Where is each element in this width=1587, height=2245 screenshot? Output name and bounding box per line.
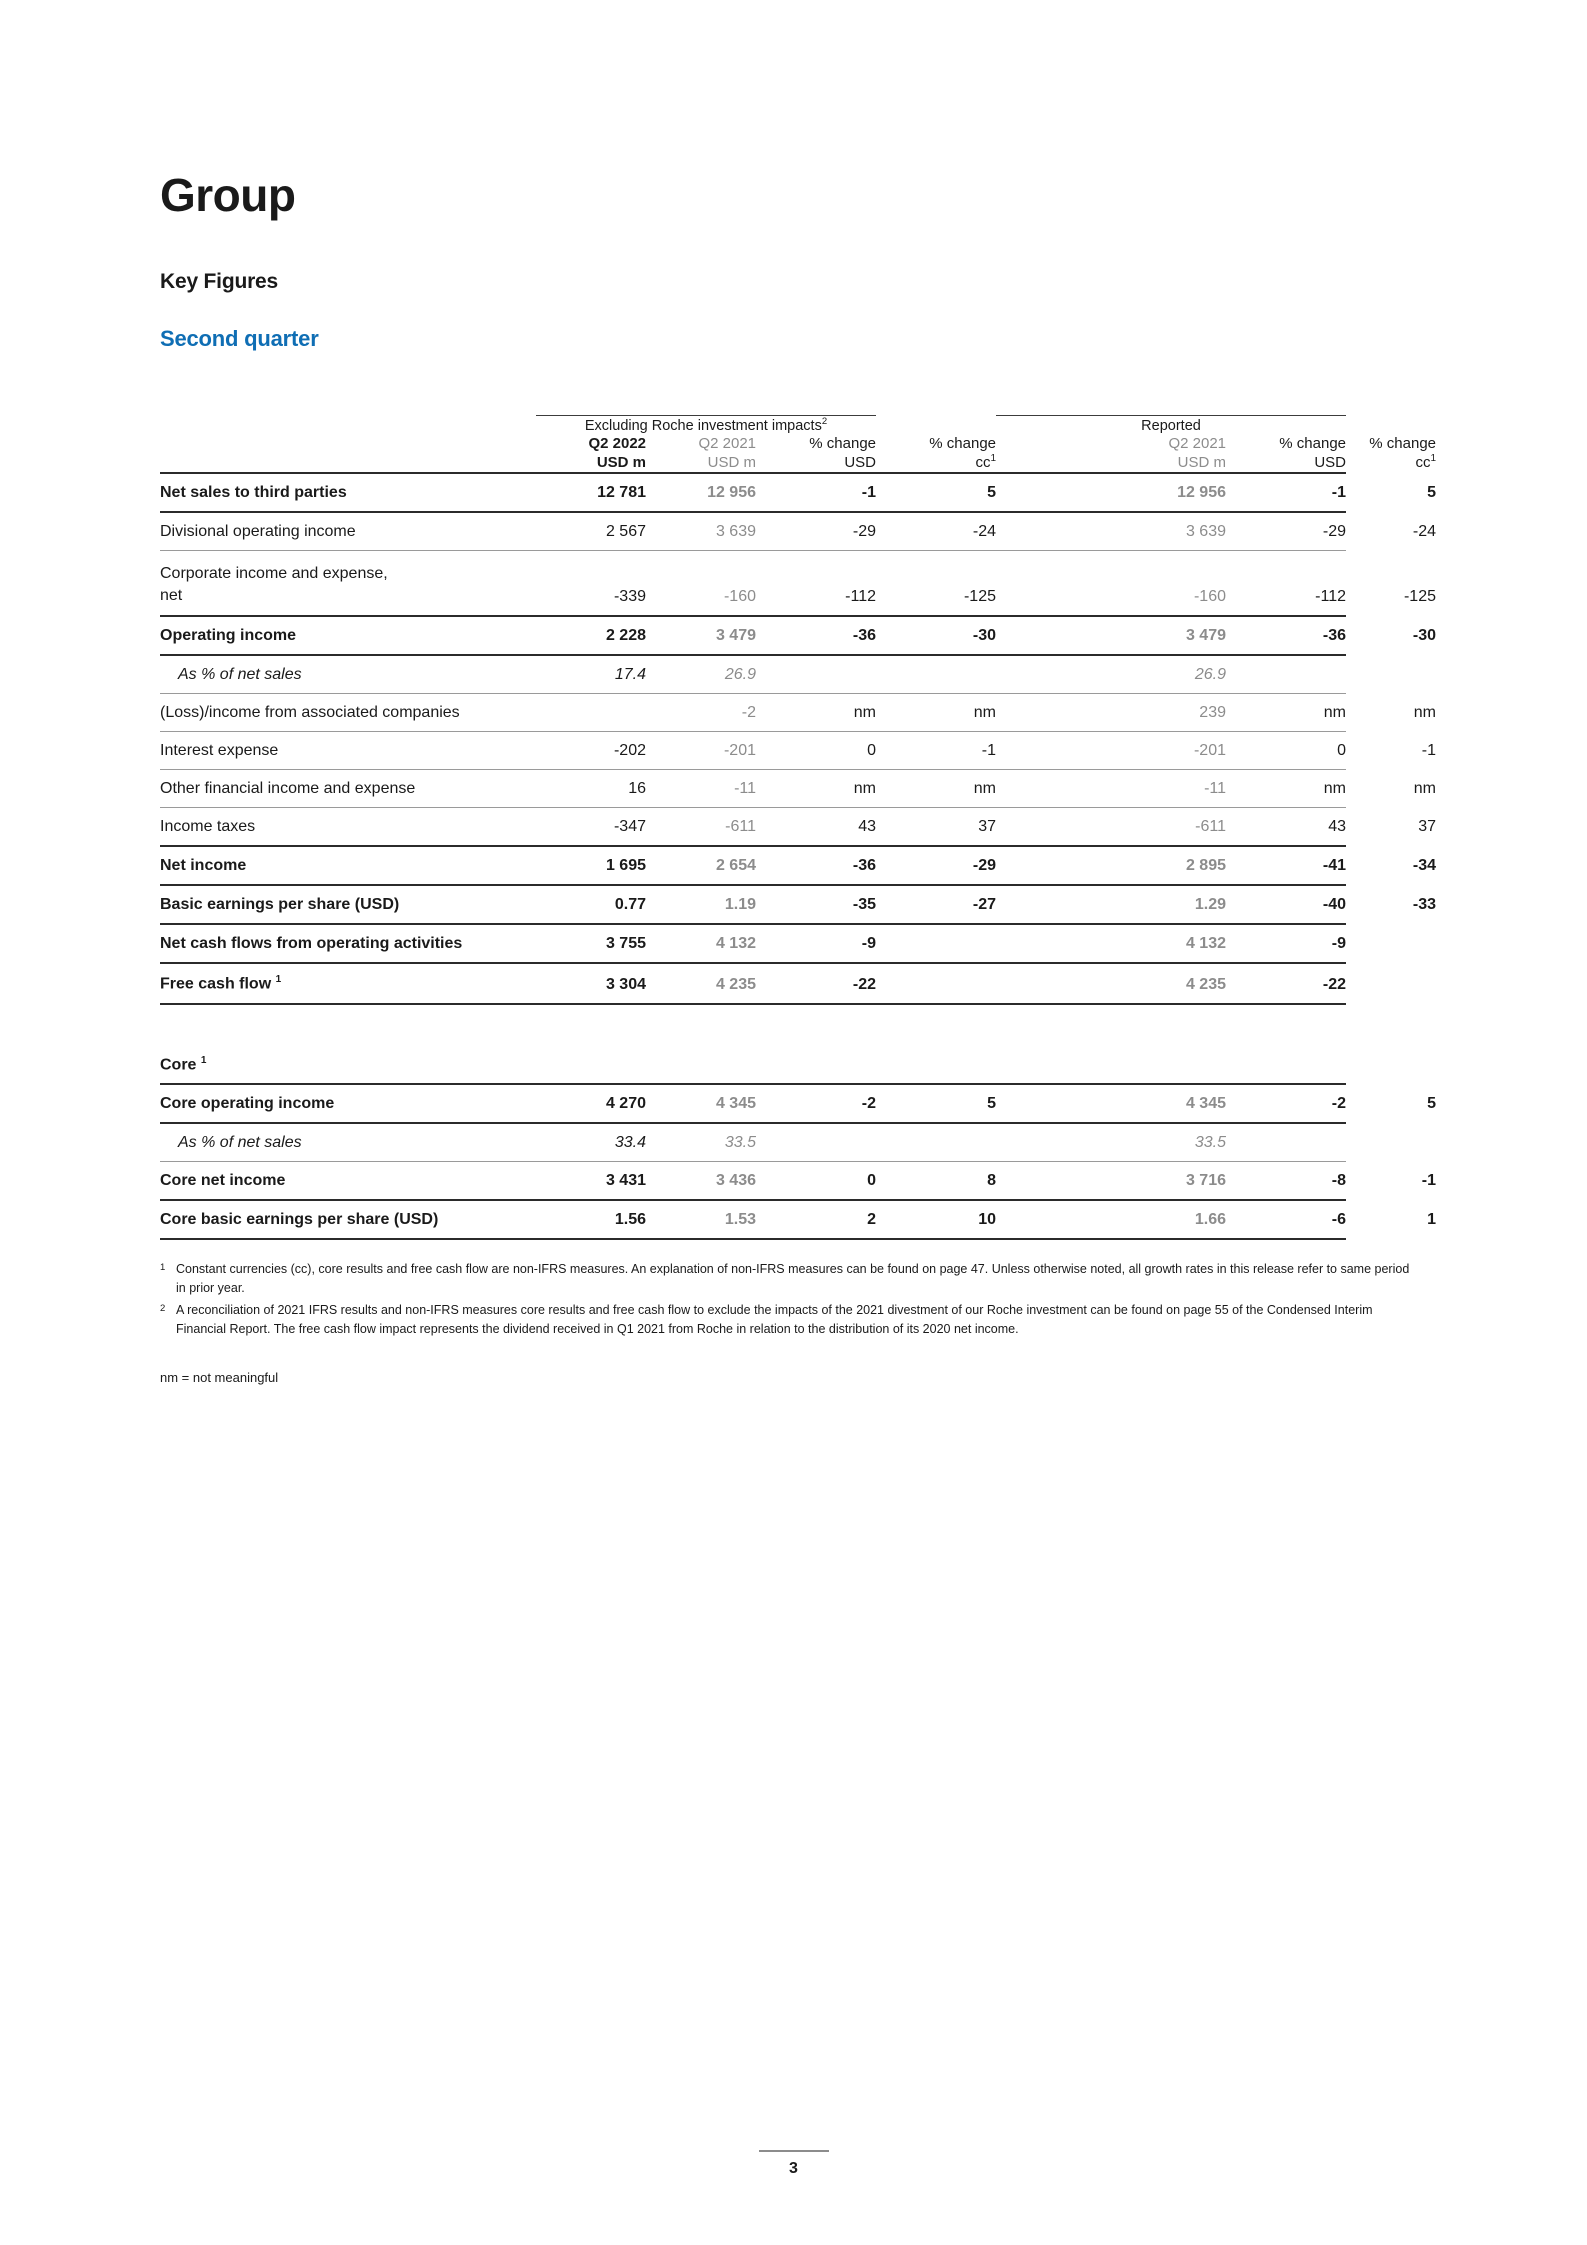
footnote-1 [160,1260,1410,1299]
row-value: -1 [1421,742,1436,760]
table-row [160,694,1436,731]
row-value: -34 [1412,857,1436,875]
column-gap [996,1124,1106,1161]
row-value: 4 132 [1185,935,1226,953]
row-value: 3 716 [1185,1172,1226,1190]
row-value: 3 436 [715,1172,756,1190]
table-row [160,808,1436,845]
page-footer [0,2150,1587,2178]
section-heading: Second quarter [160,326,319,351]
column-gap [996,732,1106,769]
footnote-2-text: A reconciliation of 2021 IFRS results and non-IFRS measures core results and free cash flow to exclude the impacts of the 2021 divestment of our Roche investment can be found on page 55 of the Condensed Interim Financial Report. The free cash flow impact represents the dividend received in Q1 2021 from Roche in relation to the distribution of its 2020 net income. [176,1302,1373,1337]
core-section-heading: Core $^1$ [160,1054,207,1074]
column-gap [996,1085,1106,1122]
row-value: 1.66 [1194,1211,1226,1229]
table-row [160,964,1436,1002]
row-value [1346,925,1436,962]
row-value [876,656,996,693]
table-row [160,551,1436,615]
row-value: 5 [987,484,996,502]
row-value: 4 345 [715,1095,756,1113]
row-value: -9 [861,935,876,953]
row-value: -29 [1322,523,1346,541]
column-header-pct-change-usd-excl: % change USD [809,434,876,472]
row-value: 1 [1427,1211,1436,1229]
row-value: -24 [1412,523,1436,541]
row-value: nm [1323,704,1346,722]
column-gap [996,1162,1106,1199]
row-value [876,1124,996,1161]
row-value [536,694,646,731]
row-value: 239 [1199,704,1226,722]
row-value: -339 [613,588,646,606]
table-column-header-row [160,434,1436,472]
row-value: 4 132 [715,935,756,953]
row-value: -112 [845,588,876,606]
row-value: -347 [613,818,646,836]
row-value: 0 [867,1172,876,1190]
row-value: -30 [1412,627,1436,645]
column-gap [996,617,1106,654]
row-value: -24 [972,523,996,541]
row-value: 2 895 [1185,857,1226,875]
row-value: -2 [741,704,756,722]
row-value: 26.9 [724,666,756,684]
column-gap [996,964,1106,1002]
column-gap [996,770,1106,807]
column-gap [996,656,1106,693]
row-value: -6 [1331,1211,1346,1229]
row-value: 2 [867,1211,876,1229]
row-value: -611 [725,818,756,836]
column-header-pct-change-cc-excl: % change $cc^1$ [929,434,996,472]
row-value: -36 [852,857,876,875]
row-value: 1.53 [724,1211,756,1229]
row-value [876,925,996,962]
row-value: 12 781 [597,484,646,502]
column-gap [996,886,1106,923]
row-value [756,656,876,693]
row-value: 3 479 [1185,627,1226,645]
row-value: 3 639 [1185,523,1226,541]
group-header-excluding: Excluding Roche investment impacts$^2$ [584,416,828,434]
row-value: -1 [1421,1172,1436,1190]
row-value: -8 [1331,1172,1346,1190]
column-header-pct-change-usd-reported: % change USD [1279,434,1346,472]
row-value: -1 [861,484,876,502]
row-value: nm [1323,780,1346,798]
row-label: Core basic earnings per share (USD) [160,1211,439,1229]
column-gap [996,847,1106,884]
table-row [160,656,1436,693]
row-value: 5 [1427,484,1436,502]
footnote-1-text: Constant currencies (cc), core results and free cash flow are non-IFRS measures. An explanation of non-IFRS measures can be found on page 47. Unless otherwise noted, all growth rates in this release refer to same period in prior year. [176,1262,1410,1296]
row-label: Net cash flows from operating activities [160,935,463,953]
row-value: -112 [1315,588,1346,606]
row-value: -33 [1412,896,1436,914]
row-value: -22 [1322,975,1346,993]
row-value: -36 [852,627,876,645]
row-value: -160 [1193,588,1226,606]
row-value: nm [1413,780,1436,798]
row-value: 2 567 [605,523,646,541]
row-value: 4 270 [605,1095,646,1113]
row-value: 0 [867,742,876,760]
row-value: 33.5 [724,1134,756,1152]
row-value: nm [853,704,876,722]
column-gap [996,925,1106,962]
row-value: 37 [978,818,996,836]
key-figures-table [160,414,1436,1240]
row-value: 3 431 [605,1172,646,1190]
column-header-pct-change-cc-reported: % change $cc^1$ [1369,434,1436,472]
column-header-blank [160,434,536,472]
column-header-q2-2021-reported: Q2 2021 USD m [1168,434,1226,472]
row-label: Interest expense [160,742,279,760]
page-subtitle: Key Figures [160,270,279,293]
row-value: -35 [852,896,876,914]
row-value: 1.56 [614,1211,646,1229]
footnotes [160,1260,1410,1385]
row-label: Core net income [160,1172,286,1190]
core-section-spacer [160,1005,1436,1045]
footer-divider [759,2150,829,2152]
row-value: nm [973,704,996,722]
row-label: Net income [160,857,247,875]
page-content [160,0,1436,1385]
column-gap [996,551,1106,615]
row-value: 12 956 [1177,484,1226,502]
row-value: nm [973,780,996,798]
spacer-cell [160,416,536,434]
row-value: -1 [1331,484,1346,502]
row-value: nm [1413,704,1436,722]
row-value: -202 [613,742,646,760]
row-value: 1 695 [605,857,646,875]
row-label: Core operating income [160,1095,335,1113]
row-value: 4 235 [715,975,756,993]
row-value: 10 [978,1211,996,1229]
column-gap [996,808,1106,845]
row-value: -11 [734,780,756,798]
row-value: nm [853,780,876,798]
row-value: -11 [1204,780,1226,798]
row-value: -36 [1322,627,1346,645]
row-value: 3 304 [605,975,646,993]
table-row [160,732,1436,769]
row-value: -27 [972,896,996,914]
row-value: 4 345 [1185,1095,1226,1113]
row-value: -22 [852,975,876,993]
column-header-q2-2021-excl: Q2 2021 USD m [698,434,756,472]
row-value: 5 [1427,1095,1436,1113]
row-label: Income taxes [160,818,256,836]
column-gap [996,434,1106,472]
row-value [876,964,996,1002]
row-label: As % of net sales [178,666,302,684]
row-value: 5 [987,1095,996,1113]
footnote-2 [160,1301,1410,1340]
table-group-header-row [160,416,1436,434]
row-divider [160,1238,1436,1240]
row-value: -30 [972,627,996,645]
row-value [1346,1124,1436,1161]
row-value [756,1124,876,1161]
row-label: Free cash flow $^1$ [160,974,282,993]
table-row [160,474,1436,511]
row-value: -2 [861,1095,876,1113]
row-label: Divisional operating income [160,523,356,541]
row-value: 3 479 [715,627,756,645]
table-row [160,770,1436,807]
row-value: -9 [1331,935,1346,953]
group-header-gap [876,416,996,434]
rule-cell [160,1238,1346,1240]
table-row [160,1201,1436,1238]
row-value: -1 [981,742,996,760]
row-value: 33.5 [1194,1134,1226,1152]
row-value: 37 [1418,818,1436,836]
row-value: 33.4 [614,1134,646,1152]
row-value: 0 [1337,742,1346,760]
row-label: As % of net sales [178,1134,302,1152]
row-value: -125 [1403,588,1436,606]
row-value: 4 235 [1185,975,1226,993]
column-gap [996,513,1106,550]
row-value: -2 [1331,1095,1346,1113]
row-value: 1.29 [1194,896,1226,914]
row-value: 43 [858,818,876,836]
row-label: Corporate income and expense, net [160,565,388,604]
row-label: Other financial income and expense [160,780,416,798]
group-header-reported: Reported [1141,417,1201,434]
table-row [160,617,1436,654]
row-value: 16 [628,780,646,798]
row-value [1226,656,1346,693]
nm-note: nm = not meaningful [160,1369,279,1385]
row-value: 26.9 [1194,666,1226,684]
column-gap [996,474,1106,511]
table-row [160,1162,1436,1199]
row-label: Basic earnings per share (USD) [160,896,400,914]
row-label: Operating income [160,627,297,645]
page-number: 3 [789,2160,798,2177]
row-value: 43 [1328,818,1346,836]
row-value: 1.19 [724,896,756,914]
page-title: Group [160,169,296,221]
row-value: 2 228 [605,627,646,645]
core-section-heading-row [160,1045,1436,1083]
footnote-1-marker: 1 [160,1262,166,1274]
table-row [160,1124,1436,1161]
row-value [1346,964,1436,1002]
row-value: 2 654 [715,857,756,875]
table-row [160,886,1436,923]
row-value: -201 [723,742,756,760]
row-value: 0.77 [614,896,646,914]
row-value [1346,656,1436,693]
row-value: 12 956 [707,484,756,502]
footnote-2-marker: 2 [160,1302,166,1314]
column-gap [996,1201,1106,1238]
row-label: (Loss)/income from associated companies [160,704,460,722]
row-value: -41 [1322,857,1346,875]
row-value: -611 [1195,818,1226,836]
row-value: 3 639 [715,523,756,541]
row-value: -160 [723,588,756,606]
row-value: 8 [987,1172,996,1190]
row-value [1226,1124,1346,1161]
spacer-cell [160,1005,1346,1045]
row-value: 3 755 [605,935,646,953]
table-row [160,513,1436,550]
row-value: -40 [1322,896,1346,914]
table-row [160,847,1436,884]
row-value: -201 [1193,742,1226,760]
row-label: Net sales to third parties [160,484,347,502]
row-value: 17.4 [614,666,646,684]
table-row [160,925,1436,962]
column-header-q2-2022: Q2 2022 USD m [588,434,646,472]
row-value: -125 [963,588,996,606]
table-row [160,1085,1436,1122]
row-value: -29 [852,523,876,541]
column-gap [996,694,1106,731]
row-value: -29 [972,857,996,875]
